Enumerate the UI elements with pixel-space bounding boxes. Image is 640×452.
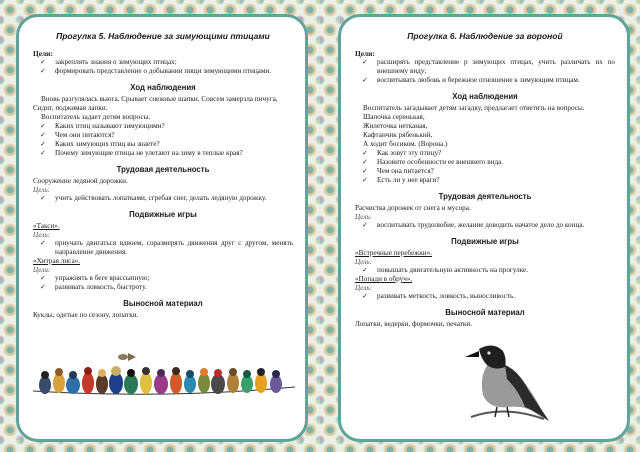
riddle-line: Шапочка серенькая, — [363, 113, 425, 121]
goal-item: ✓ расширять представление р зимующих птицах, учить различать их по внешнему виду; — [355, 58, 615, 76]
game-goal-label: Цель: — [355, 258, 372, 266]
question-item: ✓ Почему зимующие птицы не улетают на зиму в теплые края? — [33, 149, 293, 158]
game-goal-item: ✓ повышать двигательную активность на прогулке. — [355, 266, 615, 275]
question-item: ✓ Каких птиц называют зимующими? — [33, 122, 293, 131]
goal-item: ✓ закреплять знания о зимующих птицах; — [33, 58, 293, 67]
material-text: Куклы, одетые по сезону, лопатки. — [33, 311, 139, 319]
observation-heading: Ход наблюдения — [452, 92, 518, 101]
question-item: ✓ Каких зимующих птиц вы знаете? — [33, 140, 293, 149]
work-goal-item: ✓ учить действовать лопатками, сгребая снег, делать ледяную дорожку. — [33, 194, 293, 203]
question-item: ✓ Есть ли у нее враги? — [355, 176, 615, 185]
question-item: ✓ Как зовут эту птицу? — [355, 149, 615, 158]
game-goal-item: ✓ упражнять в беге врассыпную; — [33, 274, 293, 283]
game-goal-label: Цели: — [33, 266, 51, 274]
observation-intro: Воспитатель задает детям вопросы. — [41, 113, 151, 121]
riddle-line: А ходит босиком. (Ворона.) — [363, 140, 448, 148]
game-goals-list — [33, 274, 293, 292]
game-goal-item: ✓ приучать двигаться вдвоем, соразмерять движения друг с другом, менять направление движения. — [33, 239, 293, 257]
riddle-line: Жилеточка нетканая, — [363, 122, 428, 130]
question-item: ✓ Чем она питается? — [355, 167, 615, 176]
goals-list — [355, 58, 615, 85]
work-goals-list — [33, 194, 293, 203]
game-goal-item: ✓ развивать ловкость, быстроту. — [33, 283, 293, 292]
poem-line: Вновь разгулялась вьюга, Срывает снежные шапки. Совсем замерзла пичуга, — [41, 95, 278, 103]
observation-intro: Воспитатель загадывает детям загадку, предлагает ответить на вопросы. — [363, 104, 585, 112]
work-text: Расчистка дорожек от снега и мусора. — [355, 204, 471, 212]
game-goals-list — [355, 292, 615, 301]
goals-label: Цели: — [33, 49, 53, 58]
work-goals-list — [355, 221, 615, 230]
question-item: ✓ Чем они питаются? — [33, 131, 293, 140]
game-taxi: «Такси». — [33, 222, 60, 230]
observation-heading: Ход наблюдения — [130, 83, 196, 92]
question-item: ✓ Назовите особенности ее внешнего вида. — [355, 158, 615, 167]
game-goals-list — [33, 239, 293, 257]
work-goal-label: Цель: — [355, 213, 372, 221]
game-counter-runs: «Встречные перебежки». — [355, 249, 432, 257]
material-heading: Выносной материал — [123, 299, 203, 308]
questions-list — [355, 149, 615, 185]
walk-6-card — [338, 14, 630, 442]
game-goal-item: ✓ развивать меткость, ловкость, выносливость. — [355, 292, 615, 301]
goal-item: ✓ формировать представление о добывании пищи зимующими птицами. — [33, 67, 293, 76]
walk-5-card — [16, 14, 308, 442]
games-heading: Подвижные игры — [129, 210, 197, 219]
game-goals-list — [355, 266, 615, 275]
birds-on-wire-illustration — [33, 347, 295, 407]
walk-6-title: Прогулка 6. Наблюдение за вороной — [407, 31, 563, 41]
work-goal-label: Цель: — [33, 186, 50, 194]
riddle-line: Кафтанчик рябенький, — [363, 131, 433, 139]
game-sly-fox: «Хитрая лиса». — [33, 257, 81, 265]
game-goal-label: Цель: — [33, 231, 50, 239]
work-heading: Трудовая деятельность — [116, 165, 210, 174]
questions-list — [33, 122, 293, 158]
goals-list — [33, 58, 293, 76]
games-heading: Подвижные игры — [451, 237, 519, 246]
game-hoop: «Попади в обруч». — [355, 275, 413, 283]
game-goal-label: Цель: — [355, 284, 372, 292]
poem-line: Сидит, поджимая лапки. — [33, 104, 108, 112]
work-goal-item: ✓ воспитывать трудолюбие, желание доводить начатое дело до конца. — [355, 221, 615, 230]
material-text: Лопатки, ведерки, формочки, печатки. — [355, 320, 473, 328]
goal-item: ✓ воспитывать любовь и бережное отношение к зимующим птицам. — [355, 76, 615, 85]
work-heading: Трудовая деятельность — [438, 192, 532, 201]
material-heading: Выносной материал — [445, 308, 525, 317]
walk-5-title: Прогулка 5. Наблюдение за зимующими птицами — [56, 31, 270, 41]
goals-label: Цели: — [355, 49, 375, 58]
crow-illustration — [449, 335, 559, 425]
work-text: Сооружение ледяной дорожки. — [33, 177, 128, 185]
